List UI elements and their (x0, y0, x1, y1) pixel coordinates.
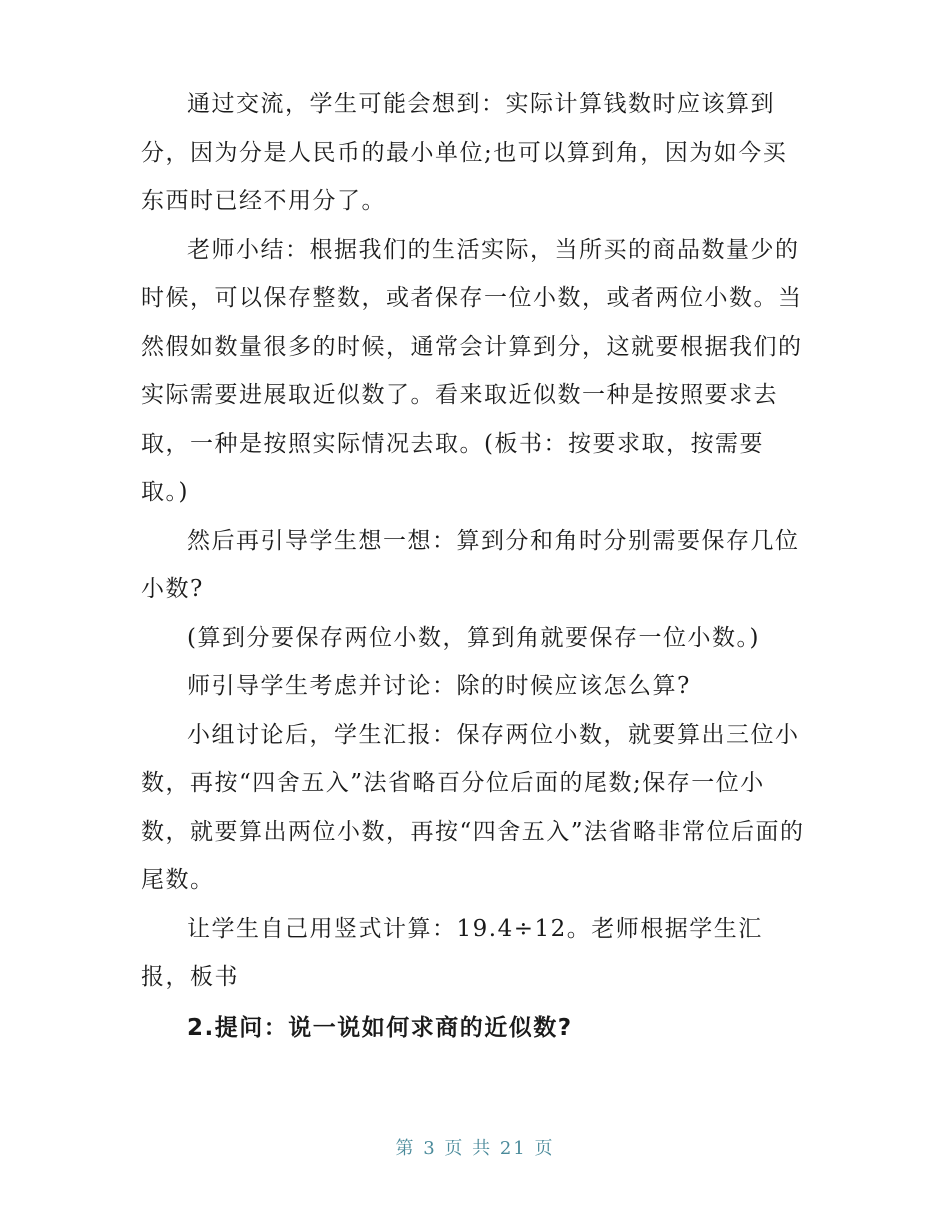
section-heading: 2.提问：说一说如何求商的近似数? (187, 1014, 573, 1041)
paragraph-teacher-summary: 老师小结：根据我们的生活实际，当所买的商品数量少的时候，可以保存整数，或者保存一位小数，或者两位小数。当然假如数量很多的时候，通常会计算到分，这就要根据我们的实际需要进展取近似数了。看来取近似数一种是按照要求去取，一种是按照实际情况去取。(板书：按要求取，按需要取。) (141, 236, 803, 505)
paragraph-answer: (算到分要保存两位小数，算到角就要保存一位小数。) (187, 624, 760, 651)
paragraph-discussion: 通过交流，学生可能会想到：实际计算钱数时应该算到分，因为分是人民币的最小单位;也可以算到角，因为如今买东西时已经不用分了。 (141, 91, 788, 214)
document-body (141, 80, 811, 1052)
paragraph-discussion-prompt: 师引导学生考虑并讨论：除的时候应该怎么算? (187, 673, 691, 699)
paragraph-group-report: 小组讨论后，学生汇报：保存两位小数，就要算出三位小数，再按“四舍五入”法省略百分位后面的尾数;保存一位小数，就要算出两位小数，再按“四舍五入”法省略非常位后面的尾数。 (141, 721, 805, 893)
paragraph-guide-question: 然后再引导学生想一想：算到分和角时分别需要保存几位小数? (141, 527, 800, 602)
paragraph-calculation: 让学生自己用竖式计算：19.4÷12。老师根据学生汇报，板书 (141, 915, 763, 990)
page-footer: 第 3 页 共 21 页 (395, 1138, 555, 1159)
